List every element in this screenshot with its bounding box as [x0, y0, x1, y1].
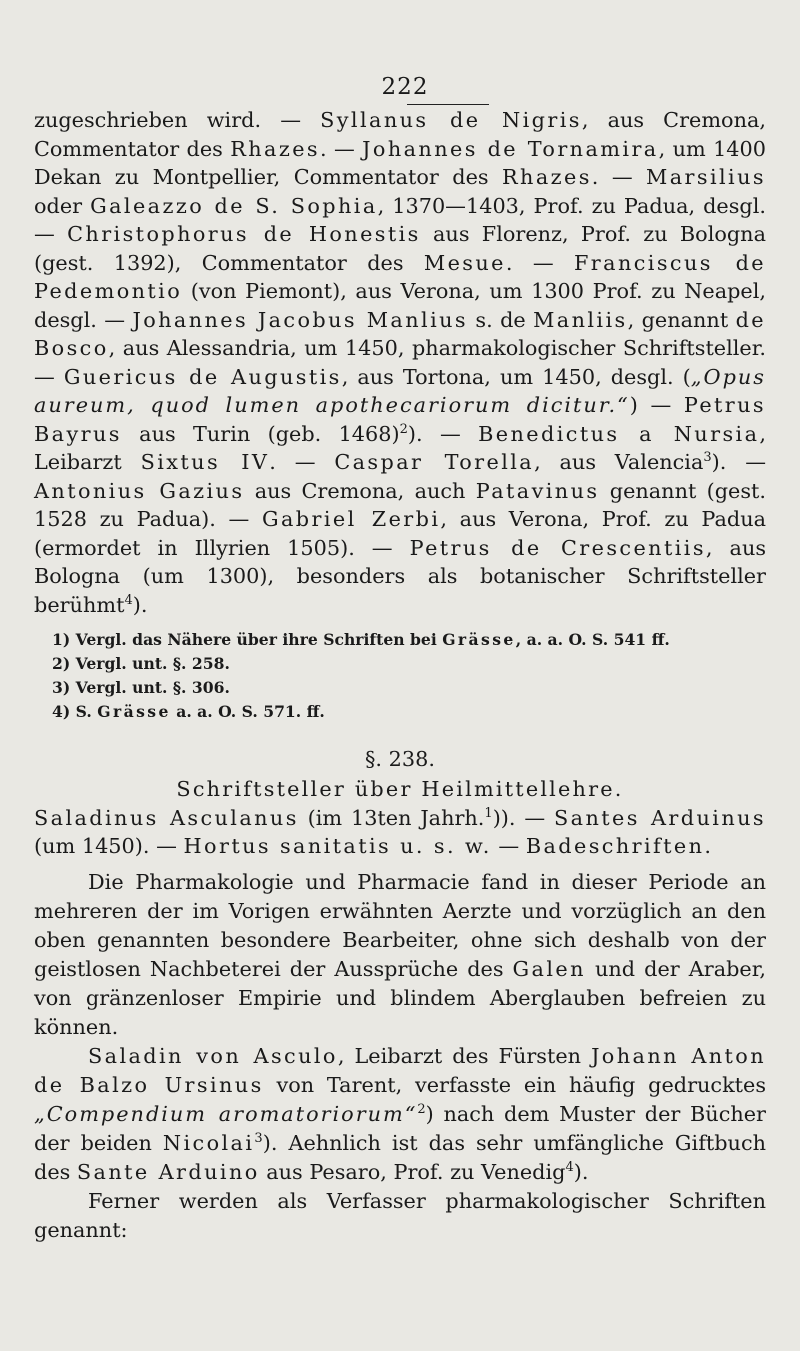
footnote-1: 1) Vergl. das Nähere über ihre Schriften bei Grässe, a. a. O. S. 541 ff.: [52, 630, 670, 649]
section-body: [34, 868, 766, 1245]
footnotes: [52, 628, 766, 724]
main-paragraph: zugeschrieben wird. — Syllanus de Nigris, aus Cremona, Commentator des Rhazes. — Johannes de Tornamira, um 1400 Dekan zu Montpellier, Commentator des Rhazes. — Marsilius oder Galeazzo de S. Sophia, 1370—1403, Prof. zu Padua, desgl. — Christophorus de Honestis aus Florenz, Prof. zu Bologna (gest. 1392), Commentator des Mesue. — Franciscus de Pedemontio (von Piemont), aus Verona, um 1300 Prof. zu Neapel, desgl. — Johannes Jacobus Manlius s. de Manliis, genannt de Bosco, aus Alessandria, um 1450, pharmakologischer Schriftsteller. — Guericus de Augustis, aus Tortona, um 1450, desgl. („Opus aureum, quod lumen apothecariorum dicitur.“) — Petrus Bayrus aus Turin (geb. 1468)$^2$). — Benedictus a Nursia, Leibarzt Sixtus IV. — Caspar Torella, aus Valencia$^3$). — Antonius Gazius aus Cremona, auch Patavinus genannt (gest. 1528 zu Padua). — Gabriel Zerbi, aus Verona, Prof. zu Padua (ermordet in Illyrien 1505). — Petrus de Crescentiis, aus Bologna (um 1300), besonders als botanischer Schriftsteller berühmt$^4$).: [34, 108, 767, 617]
body-paragraph-2: Saladin von Asculo, Leibarzt des Fürsten Johann Anton de Balzo Ursinus von Tarent, verfasste ein häufig gedrucktes „Compendium aromatoriorum“$^2$) nach dem Muster der Bücher der beiden Nicolai$^3$). Aehnlich ist das sehr umfängliche Giftbuch des Sante Arduino aus Pesaro, Prof. zu Venedig$^4$).: [34, 1044, 767, 1184]
section-number: §. 238.: [365, 747, 435, 771]
section-summary: Saladinus Asculanus (im 13ten Jahrh.$^1$)). — Santes Arduinus (um 1450). — Hortus sanitatis u. s. w. — Badeschriften.: [34, 806, 766, 858]
main-text-block: [34, 106, 766, 619]
footnote-2: 2) Vergl. unt. §. 258.: [52, 654, 230, 673]
page-number: [34, 74, 766, 106]
body-paragraph-1: Die Pharmakologie und Pharmacie fand in dieser Periode an mehreren der im Vorigen erwähnten Aerzte und vorzüglich an den oben genannten besondere Bearbeiter, ohne sich deshalb von der geistlosen Nachbeterei der Aussprüche des Galen und der Araber, von gränzenloser Empirie und blindem Aberglauben befreien zu können.: [34, 870, 766, 1039]
body-paragraph-3: Ferner werden als Verfasser pharmakologischer Schriften genannt:: [34, 1189, 766, 1242]
footnote-3: 3) Vergl. unt. §. 306.: [52, 678, 230, 697]
footnote-4: 4) S. Grässe a. a. O. S. 571. ff.: [52, 702, 325, 721]
section-title: Schriftsteller über Heilmittellehre.: [176, 777, 624, 801]
page-number-text: 222: [381, 74, 429, 100]
